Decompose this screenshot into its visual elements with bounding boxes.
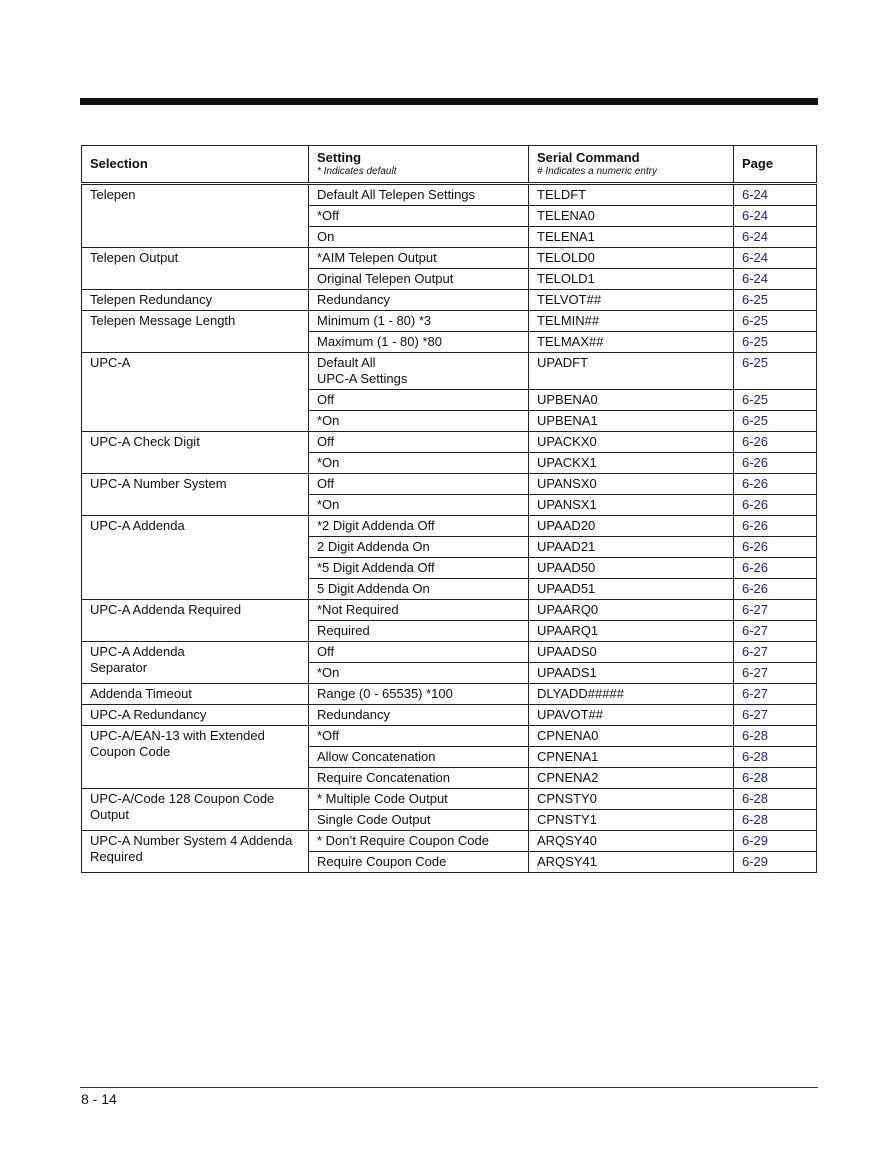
serial-command-cell: UPAVOT## bbox=[529, 705, 734, 726]
serial-command-cell: UPAAD21 bbox=[529, 537, 734, 558]
setting-cell: *On bbox=[309, 411, 529, 432]
page-link[interactable]: 6-25 bbox=[734, 411, 817, 432]
serial-command-cell: TELENA0 bbox=[529, 206, 734, 227]
table-row bbox=[82, 311, 817, 332]
page-link[interactable]: 6-28 bbox=[734, 726, 817, 747]
table-row bbox=[82, 705, 817, 726]
selection-cell: Telepen Redundancy bbox=[82, 290, 309, 311]
selection-cell: UPC-A Number System 4 Addenda Required bbox=[82, 831, 309, 873]
table-body bbox=[82, 184, 817, 873]
page-link[interactable]: 6-25 bbox=[734, 390, 817, 411]
page-link[interactable]: 6-27 bbox=[734, 642, 817, 663]
page-link[interactable]: 6-25 bbox=[734, 311, 817, 332]
serial-command-cell: UPBENA1 bbox=[529, 411, 734, 432]
setting-cell: Require Coupon Code bbox=[309, 852, 529, 873]
header-page: Page bbox=[734, 146, 817, 184]
selection-cell: Telepen bbox=[82, 184, 309, 248]
serial-command-cell: UPANSX1 bbox=[529, 495, 734, 516]
serial-command-cell: UPBENA0 bbox=[529, 390, 734, 411]
serial-command-cell: ARQSY41 bbox=[529, 852, 734, 873]
page-link[interactable]: 6-24 bbox=[734, 269, 817, 290]
page-link[interactable]: 6-24 bbox=[734, 184, 817, 206]
table-row bbox=[82, 248, 817, 269]
page-link[interactable]: 6-28 bbox=[734, 747, 817, 768]
serial-command-cell: UPAADS0 bbox=[529, 642, 734, 663]
setting-cell: Default All UPC-A Settings bbox=[309, 353, 529, 390]
serial-command-cell: UPAARQ0 bbox=[529, 600, 734, 621]
setting-cell: Redundancy bbox=[309, 705, 529, 726]
top-rule bbox=[80, 98, 818, 105]
page-link[interactable]: 6-25 bbox=[734, 290, 817, 311]
serial-command-cell: CPNENA1 bbox=[529, 747, 734, 768]
selection-cell: UPC-A/Code 128 Coupon Code Output bbox=[82, 789, 309, 831]
header-selection: Selection bbox=[82, 146, 309, 184]
table-row bbox=[82, 432, 817, 453]
setting-cell: On bbox=[309, 227, 529, 248]
setting-cell: 2 Digit Addenda On bbox=[309, 537, 529, 558]
serial-command-cell: UPACKX1 bbox=[529, 453, 734, 474]
page-link[interactable]: 6-28 bbox=[734, 789, 817, 810]
table-row bbox=[82, 290, 817, 311]
selection-cell: UPC-A Addenda Separator bbox=[82, 642, 309, 684]
header-serial-command: Serial Command # Indicates a numeric entry bbox=[529, 146, 734, 184]
setting-cell: * Don’t Require Coupon Code bbox=[309, 831, 529, 852]
selection-cell: UPC-A bbox=[82, 353, 309, 432]
table-row bbox=[82, 600, 817, 621]
serial-command-cell: TELDFT bbox=[529, 184, 734, 206]
selection-cell: UPC-A/EAN-13 with Extended Coupon Code bbox=[82, 726, 309, 789]
table-row bbox=[82, 789, 817, 810]
selection-cell: Telepen Output bbox=[82, 248, 309, 290]
serial-command-note: # Indicates a numeric entry bbox=[537, 166, 658, 177]
table-row bbox=[82, 684, 817, 705]
serial-command-cell: UPANSX0 bbox=[529, 474, 734, 495]
serial-command-cell: TELVOT## bbox=[529, 290, 734, 311]
page-link[interactable]: 6-27 bbox=[734, 621, 817, 642]
serial-command-cell: UPACKX0 bbox=[529, 432, 734, 453]
page-link[interactable]: 6-26 bbox=[734, 558, 817, 579]
selection-cell: UPC-A Addenda bbox=[82, 516, 309, 600]
serial-command-cell: UPADFT bbox=[529, 353, 734, 390]
setting-cell: Default All Telepen Settings bbox=[309, 184, 529, 206]
setting-cell: *5 Digit Addenda Off bbox=[309, 558, 529, 579]
selection-cell: UPC-A Redundancy bbox=[82, 705, 309, 726]
setting-cell: Range (0 - 65535) *100 bbox=[309, 684, 529, 705]
table-row bbox=[82, 184, 817, 206]
page-link[interactable]: 6-29 bbox=[734, 852, 817, 873]
setting-cell: *Not Required bbox=[309, 600, 529, 621]
table-row bbox=[82, 831, 817, 852]
page-link[interactable]: 6-26 bbox=[734, 432, 817, 453]
page-link[interactable]: 6-24 bbox=[734, 206, 817, 227]
serial-command-cell: UPAAD51 bbox=[529, 579, 734, 600]
footer-rule bbox=[80, 1087, 818, 1088]
setting-cell: *On bbox=[309, 663, 529, 684]
page-link[interactable]: 6-26 bbox=[734, 495, 817, 516]
page-link[interactable]: 6-27 bbox=[734, 684, 817, 705]
page-link[interactable]: 6-29 bbox=[734, 831, 817, 852]
page-link[interactable]: 6-24 bbox=[734, 248, 817, 269]
page-link[interactable]: 6-27 bbox=[734, 663, 817, 684]
setting-cell: *2 Digit Addenda Off bbox=[309, 516, 529, 537]
page-number: 8 - 14 bbox=[81, 1091, 117, 1107]
setting-cell: Require Concatenation bbox=[309, 768, 529, 789]
serial-command-cell: UPAAD50 bbox=[529, 558, 734, 579]
setting-cell: *AIM Telepen Output bbox=[309, 248, 529, 269]
setting-cell: * Multiple Code Output bbox=[309, 789, 529, 810]
setting-cell: Original Telepen Output bbox=[309, 269, 529, 290]
table-row bbox=[82, 516, 817, 537]
setting-cell: Allow Concatenation bbox=[309, 747, 529, 768]
page-link[interactable]: 6-28 bbox=[734, 810, 817, 831]
setting-cell: Maximum (1 - 80) *80 bbox=[309, 332, 529, 353]
serial-command-cell: CPNENA2 bbox=[529, 768, 734, 789]
table-row bbox=[82, 353, 817, 390]
serial-command-cell: TELMAX## bbox=[529, 332, 734, 353]
serial-command-cell: TELOLD1 bbox=[529, 269, 734, 290]
selection-cell: UPC-A Check Digit bbox=[82, 432, 309, 474]
setting-cell: Minimum (1 - 80) *3 bbox=[309, 311, 529, 332]
page-link[interactable]: 6-26 bbox=[734, 453, 817, 474]
table-header-row bbox=[82, 146, 817, 184]
setting-cell: *On bbox=[309, 495, 529, 516]
setting-cell: Off bbox=[309, 432, 529, 453]
setting-cell: Redundancy bbox=[309, 290, 529, 311]
serial-command-cell: UPAADS1 bbox=[529, 663, 734, 684]
setting-cell: Off bbox=[309, 390, 529, 411]
setting-cell: Required bbox=[309, 621, 529, 642]
serial-command-table bbox=[81, 145, 817, 873]
page-link[interactable]: 6-24 bbox=[734, 227, 817, 248]
table-row bbox=[82, 474, 817, 495]
page-link[interactable]: 6-27 bbox=[734, 600, 817, 621]
page-link[interactable]: 6-25 bbox=[734, 332, 817, 353]
page-link[interactable]: 6-25 bbox=[734, 353, 817, 390]
header-setting: Setting * Indicates default bbox=[309, 146, 529, 184]
setting-cell: Off bbox=[309, 642, 529, 663]
serial-command-cell: TELMIN## bbox=[529, 311, 734, 332]
serial-command-cell: ARQSY40 bbox=[529, 831, 734, 852]
setting-cell: *On bbox=[309, 453, 529, 474]
serial-command-cell: TELENA1 bbox=[529, 227, 734, 248]
serial-command-cell: UPAARQ1 bbox=[529, 621, 734, 642]
serial-command-cell: CPNSTY0 bbox=[529, 789, 734, 810]
serial-command-cell: UPAAD20 bbox=[529, 516, 734, 537]
selection-cell: UPC-A Addenda Required bbox=[82, 600, 309, 642]
table-row bbox=[82, 726, 817, 747]
setting-note: * Indicates default bbox=[317, 166, 397, 177]
selection-cell: Telepen Message Length bbox=[82, 311, 309, 353]
setting-cell: *Off bbox=[309, 726, 529, 747]
table-row bbox=[82, 642, 817, 663]
page-link[interactable]: 6-27 bbox=[734, 705, 817, 726]
page-link[interactable]: 6-26 bbox=[734, 516, 817, 537]
serial-command-cell: CPNSTY1 bbox=[529, 810, 734, 831]
selection-cell: UPC-A Number System bbox=[82, 474, 309, 516]
setting-cell: Off bbox=[309, 474, 529, 495]
page-link[interactable]: 6-28 bbox=[734, 768, 817, 789]
serial-command-cell: CPNENA0 bbox=[529, 726, 734, 747]
selection-cell: Addenda Timeout bbox=[82, 684, 309, 705]
serial-command-cell: DLYADD##### bbox=[529, 684, 734, 705]
setting-cell: Single Code Output bbox=[309, 810, 529, 831]
page-link[interactable]: 6-26 bbox=[734, 579, 817, 600]
serial-command-cell: TELOLD0 bbox=[529, 248, 734, 269]
setting-cell: 5 Digit Addenda On bbox=[309, 579, 529, 600]
page-link[interactable]: 6-26 bbox=[734, 537, 817, 558]
page-link[interactable]: 6-26 bbox=[734, 474, 817, 495]
setting-cell: *Off bbox=[309, 206, 529, 227]
